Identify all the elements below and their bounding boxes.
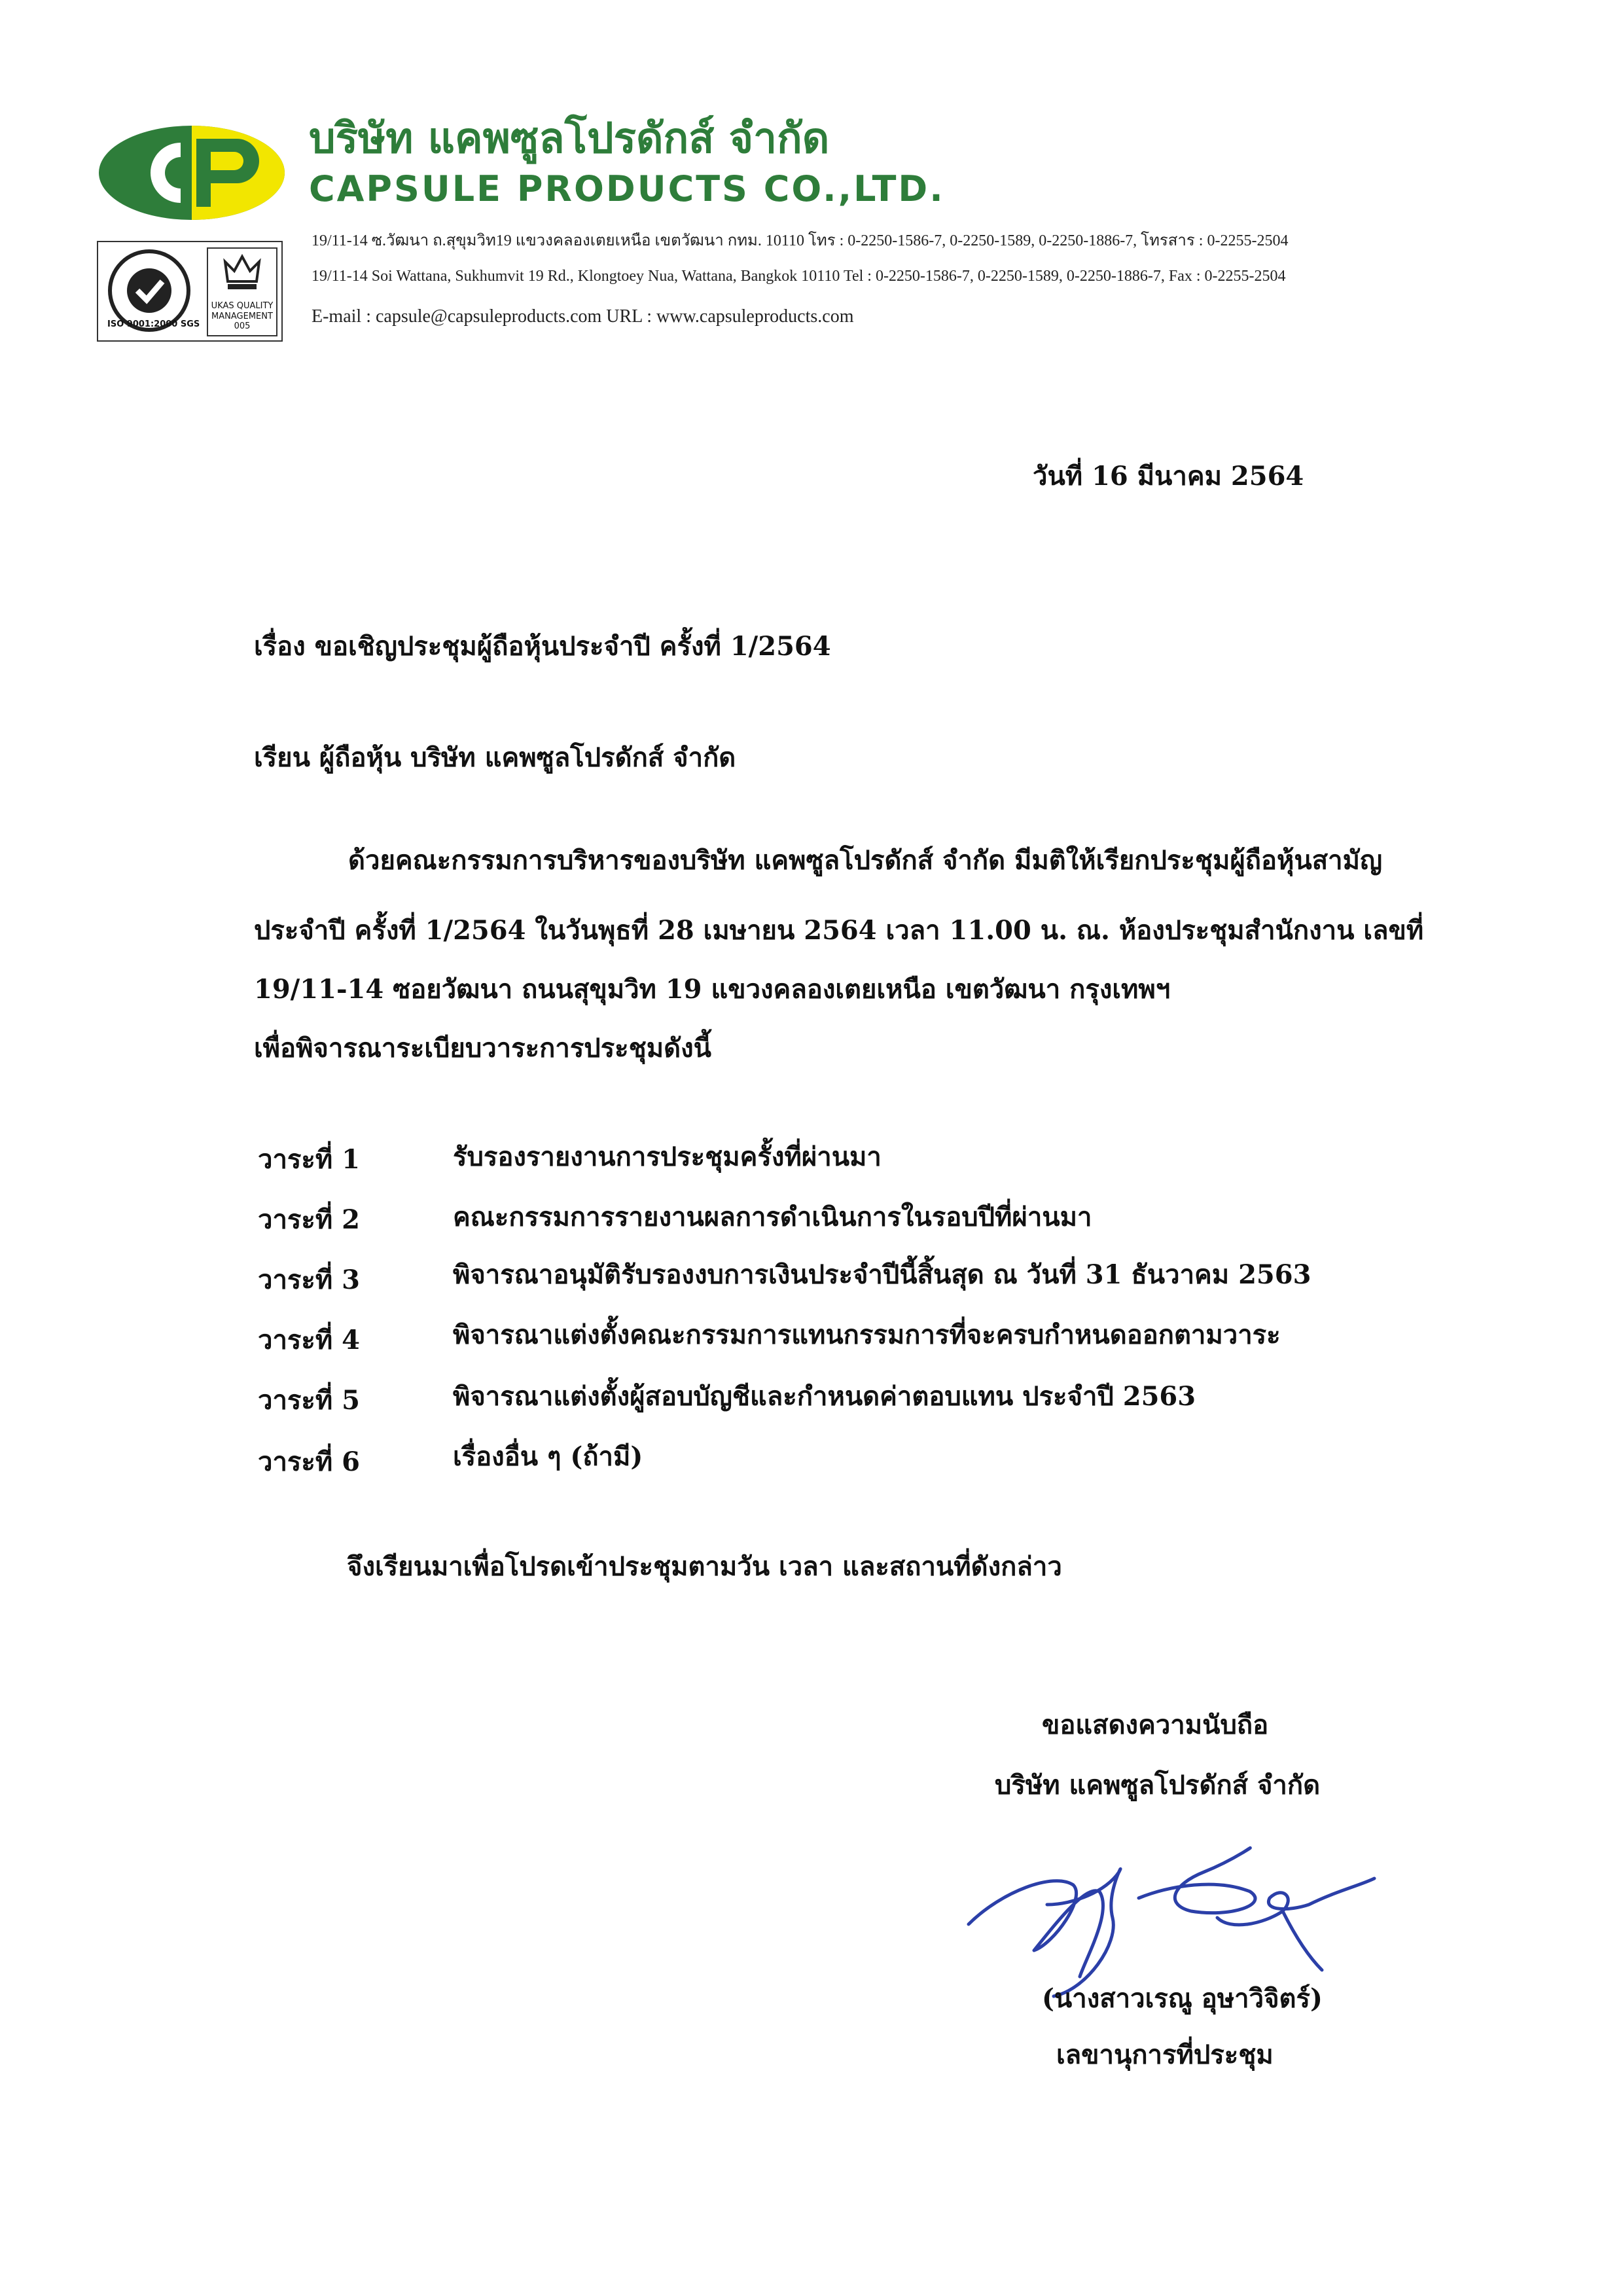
address-thai: 19/11-14 ซ.วัฒนา ถ.สุขุมวิท19 แขวงคลองเตยเหนือ เขตวัฒนา กทม. 10110 โทร : 0-2250-1586-7, 0-2250-1589, 0-2250-1886-7, โทรสาร : 0-2255-2504 xyxy=(312,232,1289,249)
agenda-label: วาระที่ 2 xyxy=(258,1204,361,1235)
closing-line: จึงเรียนมาเพื่อโปรดเข้าประชุมตามวัน เวลา และสถานที่ดังกล่าว xyxy=(347,1551,1062,1582)
address-english: 19/11-14 Soi Wattana, Sukhumvit 19 Rd., Klongtoey Nua, Wattana, Bangkok 10110 Tel : 0-2250-1586-7, 0-2250-1589, 0-2250-1886-7, Fax : 0-2255-2504 xyxy=(312,268,1286,285)
letter-subject: เรื่อง ขอเชิญประชุมผู้ถือหุ้นประจำปี ครั้งที่ 1/2564 xyxy=(254,631,831,662)
ukas-cert-box xyxy=(207,247,277,336)
agenda-label: วาระที่ 4 xyxy=(258,1325,361,1355)
iso-cert-label: ISO 9001:2000 SGS xyxy=(107,319,200,329)
letter-recipient: เรียน ผู้ถือหุ้น บริษัท แคพซูลโปรดักส์ จำกัด xyxy=(254,742,736,773)
agenda-text: รับรองรายงานการประชุมครั้งที่ผ่านมา xyxy=(453,1141,882,1172)
paragraph-line: เพื่อพิจารณาระเบียบวาระการประชุมดังนี้ xyxy=(254,1033,712,1064)
agenda-text: พิจารณาอนุมัติรับรองงบการเงินประจำปีนี้สิ้นสุด ณ วันที่ 31 ธันวาคม 2563 xyxy=(453,1259,1311,1290)
agenda-text: พิจารณาแต่งตั้งคณะกรรมการแทนกรรมการที่จะครบกำหนดออกตามวาระ xyxy=(453,1319,1281,1350)
company-logo xyxy=(97,124,287,221)
agenda-text: พิจารณาแต่งตั้งผู้สอบบัญชีและกำหนดค่าตอบแทน ประจำปี 2563 xyxy=(453,1381,1196,1412)
certification-box xyxy=(97,241,283,342)
letter-date: วันที่ 16 มีนาคม 2564 xyxy=(1033,461,1304,492)
company-name-english: CAPSULE PRODUCTS CO.,LTD. xyxy=(309,168,945,209)
agenda-label: วาระที่ 1 xyxy=(258,1144,361,1175)
signature-image xyxy=(955,1813,1400,2009)
signer-title: เลขานุการที่ประชุม xyxy=(1056,2039,1274,2070)
company-name-thai: บริษัท แคพซูลโปรดักส์ จำกัด xyxy=(309,115,830,163)
signer-name: (นางสาวเรณู อุษาวิจิตร์) xyxy=(1042,1983,1323,2014)
ukas-cert-label: UKAS QUALITY MANAGEMENT 005 xyxy=(211,301,274,332)
salutation: ขอแสดงความนับถือ xyxy=(1042,1710,1269,1740)
paragraph-line: ประจำปี ครั้งที่ 1/2564 ในวันพุธที่ 28 เมษายน 2564 เวลา 11.00 น. ณ. ห้องประชุมสำนักงาน เลขที่ xyxy=(254,915,1424,946)
agenda-label: วาระที่ 5 xyxy=(258,1385,361,1416)
agenda-text: เรื่องอื่น ๆ (ถ้ามี) xyxy=(453,1441,643,1472)
paragraph-line: ด้วยคณะกรรมการบริหารของบริษัท แคพซูลโปรดักส์ จำกัด มีมติให้เรียกประชุมผู้ถือหุ้นสามัญ xyxy=(348,845,1383,876)
crown-icon xyxy=(223,253,262,295)
paragraph-line: 19/11-14 ซอยวัฒนา ถนนสุขุมวิท 19 แขวงคลองเตยเหนือ เขตวัฒนา กรุงเทพฯ xyxy=(254,974,1171,1005)
agenda-text: คณะกรรมการรายงานผลการดำเนินการในรอบปีที่ผ่านมา xyxy=(453,1202,1092,1232)
contact-info: E-mail : capsule@capsuleproducts.com URL : www.capsuleproducts.com xyxy=(312,306,854,327)
signer-company: บริษัท แคพซูลโปรดักส์ จำกัด xyxy=(995,1770,1321,1801)
agenda-label: วาระที่ 3 xyxy=(258,1265,361,1295)
agenda-label: วาระที่ 6 xyxy=(258,1446,361,1477)
